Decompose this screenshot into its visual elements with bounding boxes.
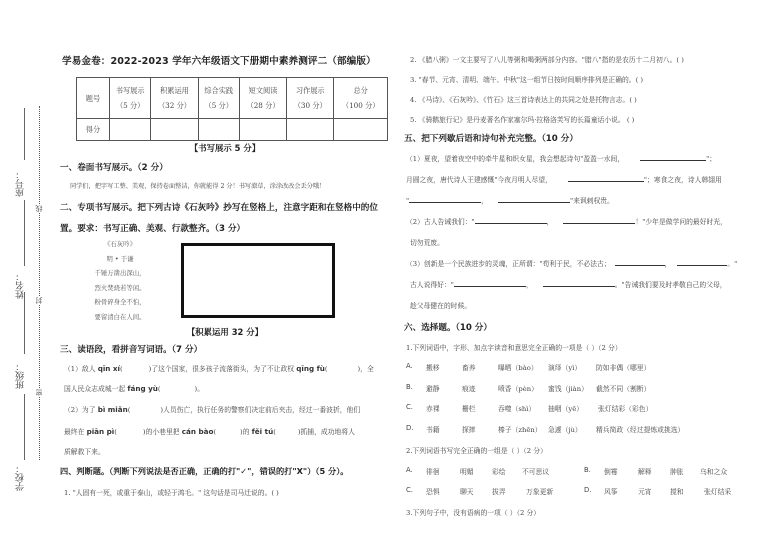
field-line (24, 200, 25, 266)
pinyin: cán bào (181, 427, 214, 436)
q1-title: 一、卷面书写展示。（2 分） (60, 163, 168, 173)
answer-blank[interactable] (216, 426, 240, 434)
q4-item-3: 3. "春节、元宵、清明、端午、中秋"这一组节日按时间顺序排列是正确的。( ) (410, 76, 644, 84)
poem-title: 《石灰吟》 (104, 240, 136, 248)
answer-blank[interactable] (117, 426, 143, 434)
binding-margin (0, 0, 50, 540)
score-col-reading: 短文阅读 （28 分） (239, 78, 286, 119)
section-banner-accumulation: 【积累运用 32 分】 (186, 327, 264, 337)
section-banner-writing: 【书写展示 5 分】 (189, 143, 261, 153)
answer-blank[interactable] (130, 404, 160, 412)
poem-line: 千锤万凿出深山， (94, 269, 146, 277)
seat-number-label: 座号： (16, 170, 26, 197)
answer-blank[interactable] (475, 216, 547, 224)
q6-2-option-a[interactable]: A. 徘徊 明媚 彩绘 不可思议 (406, 466, 550, 476)
q6-2-option-d[interactable]: D. 风筝 元宵 搅和 张灯结采 (584, 486, 732, 496)
answer-blank[interactable] (123, 363, 149, 371)
q1-text: 同学们，把字写工整、美观，保持卷面整洁，你就能得 2 分！书写潦草，涂涂改改会丢分哦！ (70, 183, 326, 190)
field-line (24, 108, 25, 160)
q6-2-option-c[interactable]: C. 恐惧 聊天 拔弄 万象更新 (406, 486, 554, 496)
q5-para-2-line2: 切勿荒废。 (410, 239, 444, 247)
answer-blank[interactable] (498, 195, 570, 203)
q5-para-1-line3: " ， "来讽刺权贵。 (406, 197, 614, 205)
q4-item-4: 4. 《马诗》、《石灰吟》、《竹石》这三首诗表达上的共同之处是托物言志。( ) (410, 96, 637, 104)
poem-line: 粉骨碎身全不怕， (94, 298, 146, 306)
school-label: 学校： (16, 464, 26, 491)
q5-para-3-line3: 趁父母健在的时候。 (410, 302, 472, 310)
pinyin: fáng yù (127, 384, 158, 393)
q6-1-option-a[interactable]: A. 搬移 畜养 曝晒（bào） 演绎（yì） 防如非偶（哪里） (406, 362, 651, 372)
q3-paragraph-2-line3: 质解救下来。 (64, 448, 105, 456)
pinyin: qīn xí (97, 364, 121, 373)
score-col-writing: 书写展示 （5 分） (110, 78, 151, 119)
q2-title-line2: 置。要求：书写正确、美观、行款整齐。（3 分） (60, 224, 246, 234)
answer-blank[interactable] (568, 174, 644, 182)
class-label: 班级： (16, 362, 26, 389)
exam-title: 学易金卷：2022-2023 学年六年级语文下册期中素养测评二（部编版） (62, 56, 376, 67)
q6-1-stem: 1.下列词语中，字形、加点字读音和意思完全正确的一项是（ ）（2 分） (406, 344, 622, 352)
answer-blank[interactable] (677, 258, 727, 266)
pinyin: qīng fù (296, 364, 325, 373)
seal-mark-seal: 封 (35, 297, 43, 304)
answer-blank[interactable] (454, 279, 526, 287)
q2-title-line1: 二、专项书写展示。把下列古诗《石灰吟》抄写在竖格上，注意字距和在竖格中的位 (60, 203, 378, 213)
pinyin: fěi tú (251, 427, 274, 436)
answer-blank[interactable] (563, 216, 635, 224)
q3-paragraph-2-line2: 最终在 piān pì( )的小巷里把 cán bào( )的 fěi tú( )抓捕，成功地将人 (64, 427, 355, 436)
question-number-label: 题号 (77, 78, 110, 119)
q5-para-1-line1: （1）夏夜，望着夜空中的牵牛星和织女星，我会想起诗句"盈盈一水间， "； (406, 155, 717, 163)
field-line (24, 394, 25, 460)
answer-blank[interactable] (161, 383, 195, 391)
q4-item-1: 1. "人固有一死，或重于泰山，或轻于鸿毛。" 这句话是司马迁说的。( ) (64, 489, 279, 497)
q6-1-option-b[interactable]: B. 避静 痕迹 喷香（pèn） 蜜饯（jiàn） 截然不同（割断） (406, 383, 651, 393)
score-cell[interactable] (334, 119, 388, 141)
score-cell[interactable] (198, 119, 239, 141)
seal-mark-secret: 密 (35, 389, 43, 396)
seal-dotted-line (39, 106, 40, 460)
q4-title: 四、判断题。（判断下列说法是否正确，正确的打"✓"，错误的打"X"）（5 分）。 (60, 466, 349, 476)
q3-paragraph-1-line1: （1）敌人 qīn xí( )了这个国家，很多孩子流落街头，为了不让政权 qīng fù( )，全 (64, 364, 374, 373)
q4-item-2: 2. 《腊八粥》一文主要写了八儿等粥和喝粥两部分内容。"腊八"指的是农历十二月初八。( ) (410, 56, 684, 64)
score-row-label: 得分 (77, 119, 110, 141)
answer-blank[interactable] (543, 279, 615, 287)
q3-paragraph-1-line2: 国人民众志成城一起 fáng yù( )。 (64, 384, 204, 393)
answer-blank[interactable] (276, 426, 298, 434)
q5-para-3-line2: 古人说得好：" ， 。"告诫我们要及时孝敬自己的父母， (410, 281, 727, 289)
answer-blank[interactable] (615, 258, 665, 266)
poem-author: 明 • 于谦 (106, 254, 134, 263)
score-cell[interactable] (287, 119, 334, 141)
q6-2-stem: 2.下列词语书写完全正确的一组是（ ）（2 分） (406, 447, 547, 455)
pinyin: piān pì (86, 427, 115, 436)
score-cell[interactable] (239, 119, 286, 141)
score-col-practice: 综合实践 （5 分） (198, 78, 239, 119)
pinyin: bì miǎn (97, 405, 128, 414)
name-label: 姓名： (16, 272, 26, 299)
poem-line: 要留清白在人间。 (94, 312, 146, 321)
poem-line: 烈火焚烧若等闲。 (94, 283, 146, 292)
q3-paragraph-2-line1: （2）为了 bì miǎn( )人员伤亡，执行任务的警察们决定前后夹击，经过一番波折，他们 (64, 405, 361, 414)
q6-1-option-d[interactable]: D. 书籍 探摔 榛子（zhēn） 急遽（jù） 精兵简政（经过提炼或挑选） (406, 424, 685, 434)
q5-para-1-line2: 月圆之夜，唐代诗人王建感慨"今夜月明人尽望， "；寒食之夜，诗人韩翃用 (406, 176, 722, 184)
score-col-total: 总分 （100 分） (334, 78, 388, 119)
score-col-accumulation: 积累运用 （32 分） (151, 78, 198, 119)
q4-item-5: 5. 《骑鹅旅行记》是丹麦著名作家塞尔玛·拉格洛芙写的长篇童话小说。 ( ) (410, 116, 635, 124)
q6-title: 六、选择题。（10 分） (404, 323, 492, 333)
score-cell[interactable] (110, 119, 151, 141)
seal-mark-line: 线 (35, 205, 43, 212)
answer-blank[interactable] (640, 153, 706, 161)
q6-1-option-c[interactable]: C. 赤裸 栅栏 吞噬（shì） 抽咽（yē） 张灯结彩（彩色） (406, 403, 653, 413)
q5-title: 五、把下列歇后语和诗句补充完整。（10 分） (404, 134, 578, 144)
q6-2-option-b[interactable]: B. 倒霉 解释 肿胀 乌和之众 (584, 466, 728, 476)
writing-grid-box[interactable] (181, 243, 335, 318)
score-col-composition: 习作展示 （30 分） (287, 78, 334, 119)
score-cell[interactable] (151, 119, 198, 141)
poem (60, 239, 180, 326)
q3-title: 三、读语段，看拼音写词语。（7 分） (60, 345, 203, 355)
field-line (24, 292, 25, 354)
answer-blank[interactable] (328, 363, 358, 371)
q6-3-stem: 3.下列句子中，没有语病的一项（ ）（2 分） (406, 509, 541, 517)
answer-blank[interactable] (409, 195, 481, 203)
q5-para-3-line1: （3）创新是一个民族进步的灵魂，正所谓："苟利于民，不必法古； ， 。" (406, 260, 738, 268)
score-table (76, 77, 388, 141)
q5-para-2-line1: （2）古人告诫我们：" ， ！"少年是做学问的最好时光， (406, 218, 727, 226)
